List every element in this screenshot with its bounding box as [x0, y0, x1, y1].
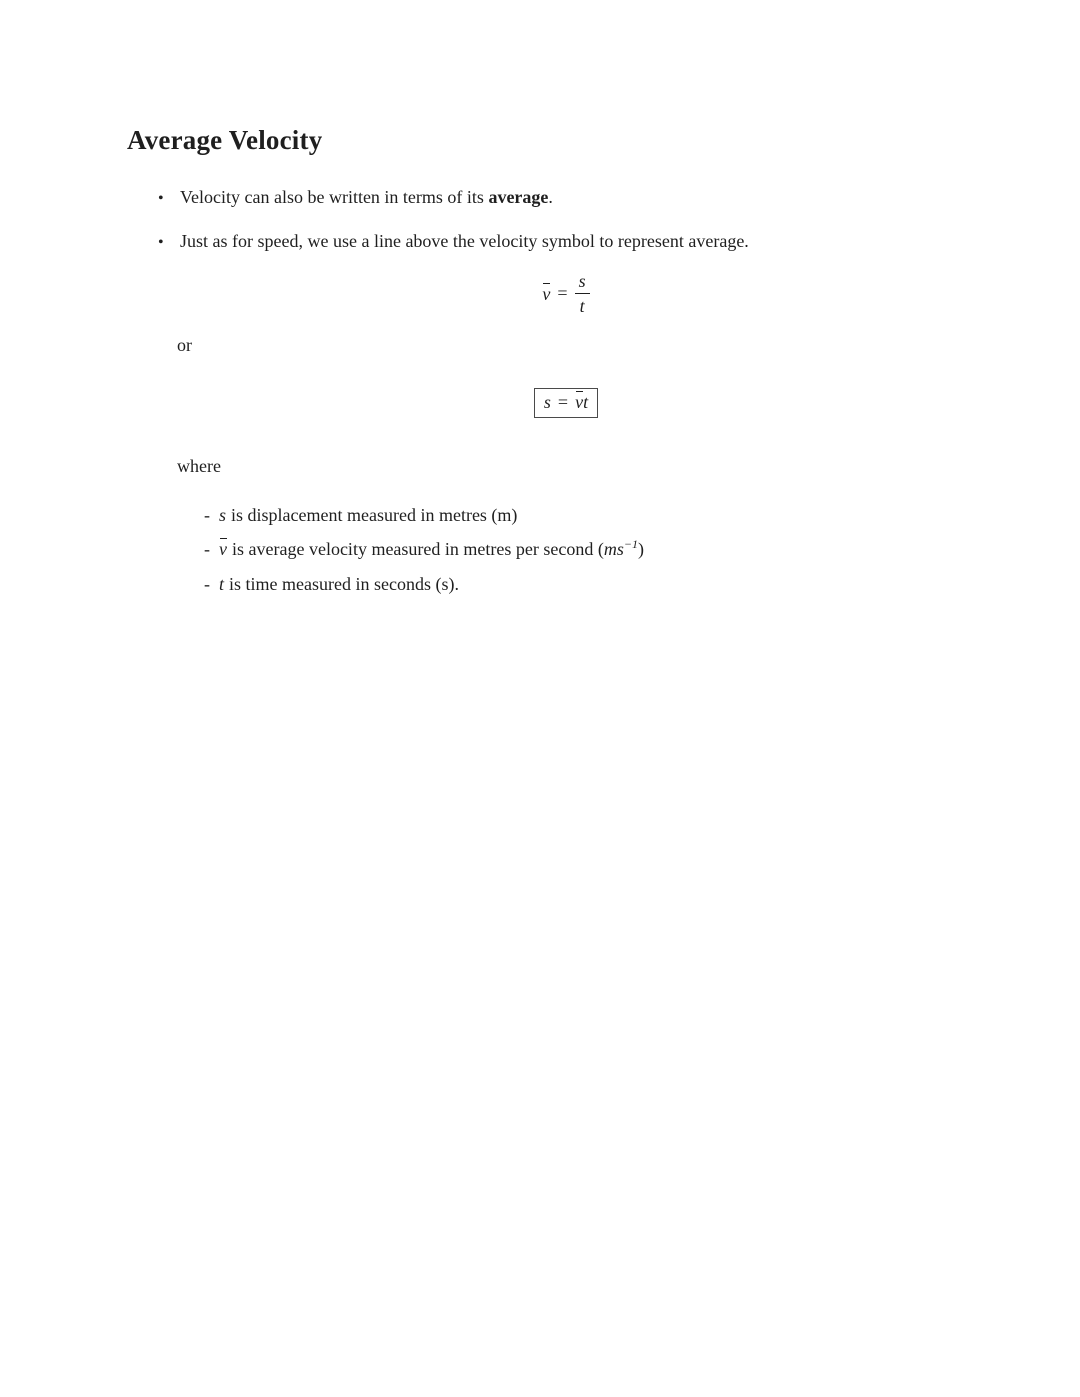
symbol-s: s — [219, 505, 227, 525]
unit-exponent: −1 — [623, 537, 638, 551]
rhs-symbol: t — [583, 392, 589, 412]
definition-text: is time measured in seconds (s). — [229, 574, 459, 594]
definition-item-t — [204, 572, 1020, 596]
definition-text-before: is average velocity measured in metres per second ( — [232, 539, 604, 559]
vbar-symbol: v — [219, 539, 227, 559]
bullet-item-2 — [158, 229, 1020, 255]
bullet-item-1 — [158, 185, 1020, 211]
dash-marker: - — [204, 539, 210, 559]
vbar-symbol: v — [542, 283, 551, 304]
lhs-symbol: s — [543, 392, 551, 412]
fraction-numerator: s — [575, 272, 590, 294]
bullet-bold-word: average — [488, 187, 549, 207]
vbar-symbol: v — [575, 392, 584, 412]
bullet-text-before: Velocity can also be written in terms of its — [180, 187, 489, 207]
boxed-equation-wrap — [127, 388, 1005, 418]
display-equation — [127, 272, 1005, 315]
symbol-t: t — [219, 574, 225, 594]
definition-item-s — [204, 503, 1020, 527]
boxed-equation — [534, 388, 598, 418]
where-label: where — [177, 456, 221, 476]
bullet-text: Just as for speed, we use a line above the velocity symbol to represent average. — [180, 231, 749, 251]
bullet-text-after: . — [548, 187, 553, 207]
equals-sign: = — [557, 283, 568, 303]
dash-marker: - — [204, 574, 210, 594]
unit-symbol: ms — [603, 539, 624, 559]
bullet-icon: • — [158, 190, 164, 207]
bullet-icon: • — [158, 234, 164, 251]
page-title: Average Velocity — [127, 125, 323, 155]
fraction-denominator: t — [579, 296, 585, 316]
definition-text: is displacement measured in metres (m) — [231, 505, 518, 525]
or-label: or — [177, 335, 192, 355]
fraction — [575, 272, 590, 315]
equals-sign: = — [557, 392, 569, 412]
dash-marker: - — [204, 505, 210, 525]
definition-text-after: ) — [637, 539, 644, 559]
definition-item-v — [204, 537, 1020, 561]
